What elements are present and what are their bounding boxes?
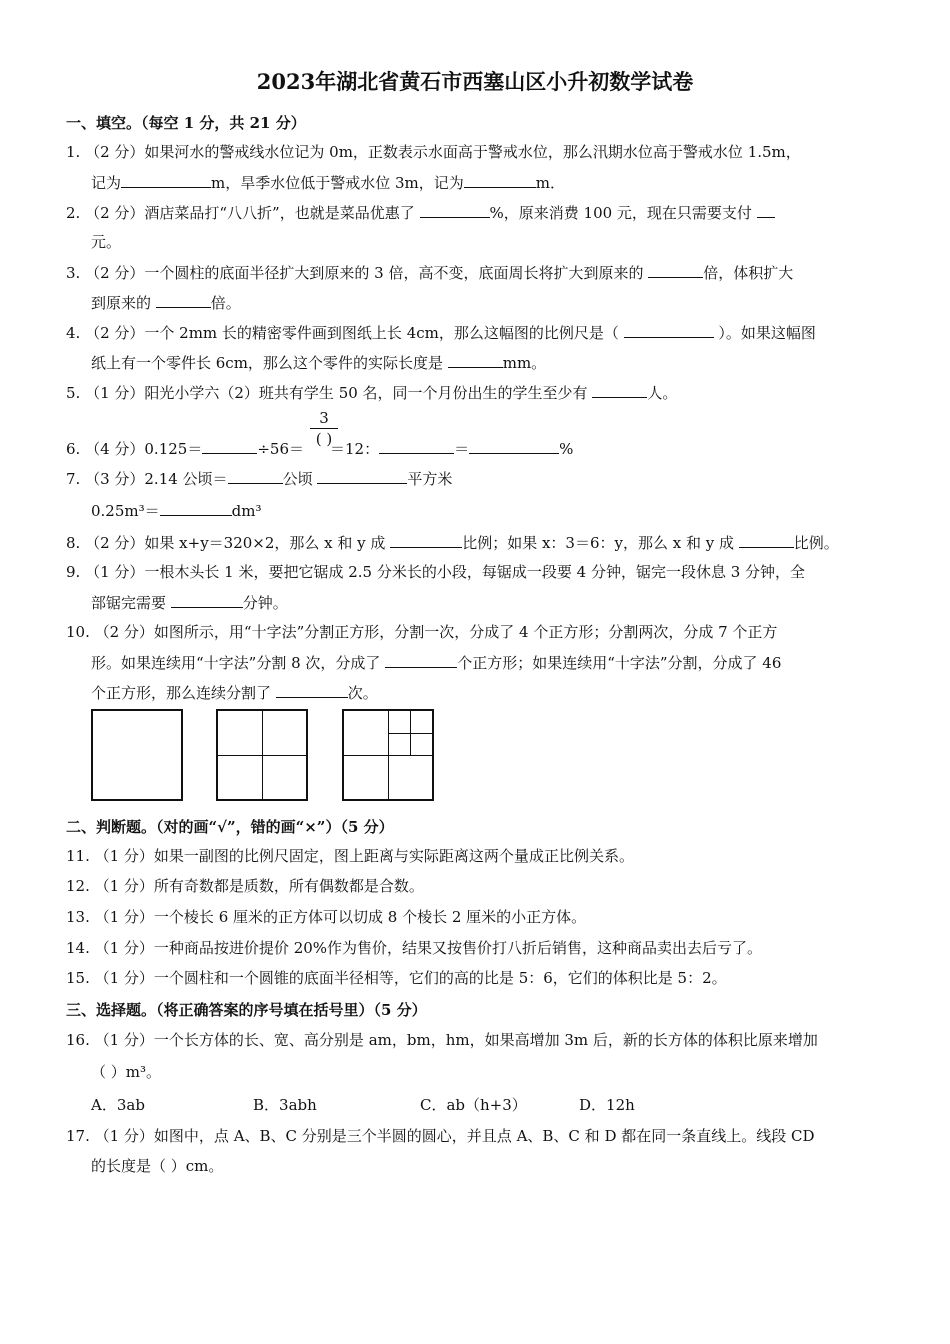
q6-text-1: 6. （4 分）0.125＝ xyxy=(66,440,203,458)
fraction-denominator[interactable]: ( ) xyxy=(315,430,333,448)
section-multiple-choice: 三、选择题。（将正确答案的序号填在括号里）（5 分） xyxy=(66,1001,427,1019)
question-7-line-1 xyxy=(66,468,452,489)
q3-text-2: 倍，体积扩大 xyxy=(703,264,794,282)
q5-text-2: 人。 xyxy=(647,384,678,402)
question-10-line-3 xyxy=(91,682,378,703)
q10-text-1: 形。如果连续用“十字法”分割 8 次，分成了 xyxy=(91,654,381,672)
q9-text-2: 分钟。 xyxy=(242,594,288,612)
question-7-line-2 xyxy=(91,500,261,521)
answer-blank[interactable] xyxy=(385,652,457,668)
q6-text-5: % xyxy=(559,440,574,458)
divider-line xyxy=(388,711,389,799)
q7-text-1: 7. （3 分）2.14 公顷＝ xyxy=(66,470,228,488)
q3-text-4: 倍。 xyxy=(210,294,241,312)
answer-blank[interactable] xyxy=(448,352,503,368)
question-3-line-2 xyxy=(91,292,241,313)
answer-blank[interactable] xyxy=(739,532,794,548)
answer-blank[interactable] xyxy=(156,292,211,308)
q3-text-3: 到原来的 xyxy=(91,294,152,312)
question-1-line-2 xyxy=(91,172,565,193)
question-16-line-2: （ ）m³。 xyxy=(91,1063,162,1081)
divider-line xyxy=(410,711,411,755)
question-10-line-1: 10. （2 分）如图所示，用“十字法”分割正方形，分割一次，分成了 4 个正方形；分割两次，分成 7 个正方 xyxy=(66,623,778,641)
divider-line xyxy=(262,711,263,799)
q4-text-1: 4. （2 分）一个 2mm 长的精密零件画到图纸上长 4cm，那么这幅图的比例尺是（ xyxy=(66,324,619,342)
square-figure-1 xyxy=(91,709,183,801)
q3-text-1: 3. （2 分）一个圆柱的底面半径扩大到原来的 3 倍，高不变，底面周长将扩大到原来的 xyxy=(66,264,644,282)
q1-text-3: m． xyxy=(535,174,566,192)
section-fill-blank: 一、填空。（每空 1 分，共 21 分） xyxy=(66,114,306,132)
page-title: 2023年湖北省黄石市西塞山区小升初数学试卷 xyxy=(256,69,694,94)
answer-blank[interactable] xyxy=(648,262,703,278)
q5-text-1: 5. （1 分）阳光小学六（2）班共有学生 50 名，同一个月份出生的学生至少有 xyxy=(66,384,588,402)
answer-blank[interactable] xyxy=(379,438,454,454)
question-2-line-2: 元。 xyxy=(91,233,122,251)
q6-text-2: ÷56＝ xyxy=(257,440,304,458)
q7-text-5: dm³ xyxy=(231,502,262,520)
question-10-line-2 xyxy=(91,652,781,673)
fraction-numerator: 3 xyxy=(319,409,329,427)
q1-text-1: 记为 xyxy=(91,174,122,192)
q4-text-2: ）。如果这幅图 xyxy=(718,324,816,342)
question-9-line-2 xyxy=(91,592,288,613)
section-true-false: 二、判断题。（对的画“√”，错的画“×”）（5 分） xyxy=(66,818,394,836)
question-3-line-1 xyxy=(66,262,793,283)
answer-blank[interactable] xyxy=(390,532,462,548)
answer-blank[interactable] xyxy=(592,382,647,398)
q7-text-2: 公顷 xyxy=(282,470,313,488)
q10-text-2: 个正方形；如果连续用“十字法”分割，分成了 46 xyxy=(457,654,782,672)
question-14: 14. （1 分）一种商品按进价提价 20%作为售价，结果又按售价打八折后销售，这种商品卖出去后亏了。 xyxy=(66,939,763,957)
question-11: 11. （1 分）如果一副图的比例尺固定，图上距离与实际距离这两个量成正比例关系。 xyxy=(66,847,634,865)
question-12: 12. （1 分）所有奇数都是质数，所有偶数都是合数。 xyxy=(66,877,424,895)
question-4-line-2 xyxy=(91,352,546,373)
answer-blank[interactable] xyxy=(160,500,232,516)
square-figure-2 xyxy=(216,709,308,801)
q8-text-2: 比例；如果 x：3＝6：y，那么 x 和 y 成 xyxy=(462,534,734,552)
answer-blank[interactable] xyxy=(121,172,211,188)
question-5 xyxy=(66,382,677,403)
q6-text-3: ＝12： xyxy=(330,440,380,458)
q6-text-4: ＝ xyxy=(454,440,470,458)
q1-text-2: m，旱季水位低于警戒水位 3m，记为 xyxy=(211,174,464,192)
question-1-line-1: 1. （2 分）如果河水的警戒线水位记为 0m，正数表示水面高于警戒水位，那么汛期水位高于警戒水位 1.5m， xyxy=(66,143,801,161)
question-4-line-1 xyxy=(66,322,816,343)
q2-text-2: %，原来消费 100 元，现在只需要支付 xyxy=(489,204,752,222)
q7-text-3: 平方米 xyxy=(407,470,453,488)
answer-blank[interactable] xyxy=(757,202,775,218)
q4-text-3: 纸上有一个零件长 6cm，那么这个零件的实际长度是 xyxy=(91,354,443,372)
option-a[interactable]: A．3ab xyxy=(91,1096,145,1114)
answer-blank[interactable] xyxy=(464,172,536,188)
q10-text-4: 次。 xyxy=(347,684,378,702)
answer-blank[interactable] xyxy=(317,468,407,484)
answer-blank[interactable] xyxy=(276,682,348,698)
square-figure-3 xyxy=(342,709,434,801)
q2-text-1: 2. （2 分）酒店菜品打“八八折”，也就是菜品优惠了 xyxy=(66,204,415,222)
question-17-line-2: 的长度是（ ）cm。 xyxy=(91,1157,224,1175)
question-15: 15. （1 分）一个圆柱和一个圆锥的底面半径相等，它们的高的比是 5：6，它们的体积比是 5：2。 xyxy=(66,969,727,987)
answer-blank[interactable] xyxy=(202,438,257,454)
q10-text-3: 个正方形，那么连续分割了 xyxy=(91,684,272,702)
option-b[interactable]: B．3abh xyxy=(253,1096,317,1114)
fraction-bar xyxy=(310,428,338,429)
answer-blank[interactable] xyxy=(624,322,714,338)
answer-blank[interactable] xyxy=(420,202,490,218)
question-16-line-1: 16. （1 分）一个长方体的长、宽、高分别是 am，bm，hm，如果高增加 3m 后，新的长方体的体积比原来增加 xyxy=(66,1031,818,1049)
question-9-line-1: 9. （1 分）一根木头长 1 米，要把它锯成 2.5 分米长的小段，每锯成一段要 4 分钟，锯完一段休息 3 分钟，全 xyxy=(66,563,806,581)
q7-text-4: 0.25m³＝ xyxy=(91,502,160,520)
answer-blank[interactable] xyxy=(171,592,243,608)
option-d[interactable]: D．12h xyxy=(579,1096,635,1114)
option-c[interactable]: C．ab（h+3） xyxy=(420,1096,527,1114)
q8-text-1: 8. （2 分）如果 x+y＝320×2，那么 x 和 y 成 xyxy=(66,534,386,552)
question-2-line-1 xyxy=(66,202,775,223)
fraction xyxy=(310,409,338,448)
q4-text-4: mm。 xyxy=(502,354,547,372)
answer-blank[interactable] xyxy=(469,438,559,454)
question-13: 13. （1 分）一个棱长 6 厘米的正方体可以切成 8 个棱长 2 厘米的小正方体。 xyxy=(66,908,587,926)
question-17-line-1: 17. （1 分）如图中，点 A、B、C 分别是三个半圆的圆心，并且点 A、B、C 和 D 都在同一条直线上。线段 CD xyxy=(66,1127,815,1145)
answer-blank[interactable] xyxy=(228,468,283,484)
question-8 xyxy=(66,532,839,553)
q9-text-1: 部锯完需要 xyxy=(91,594,167,612)
q8-text-3: 比例。 xyxy=(793,534,839,552)
